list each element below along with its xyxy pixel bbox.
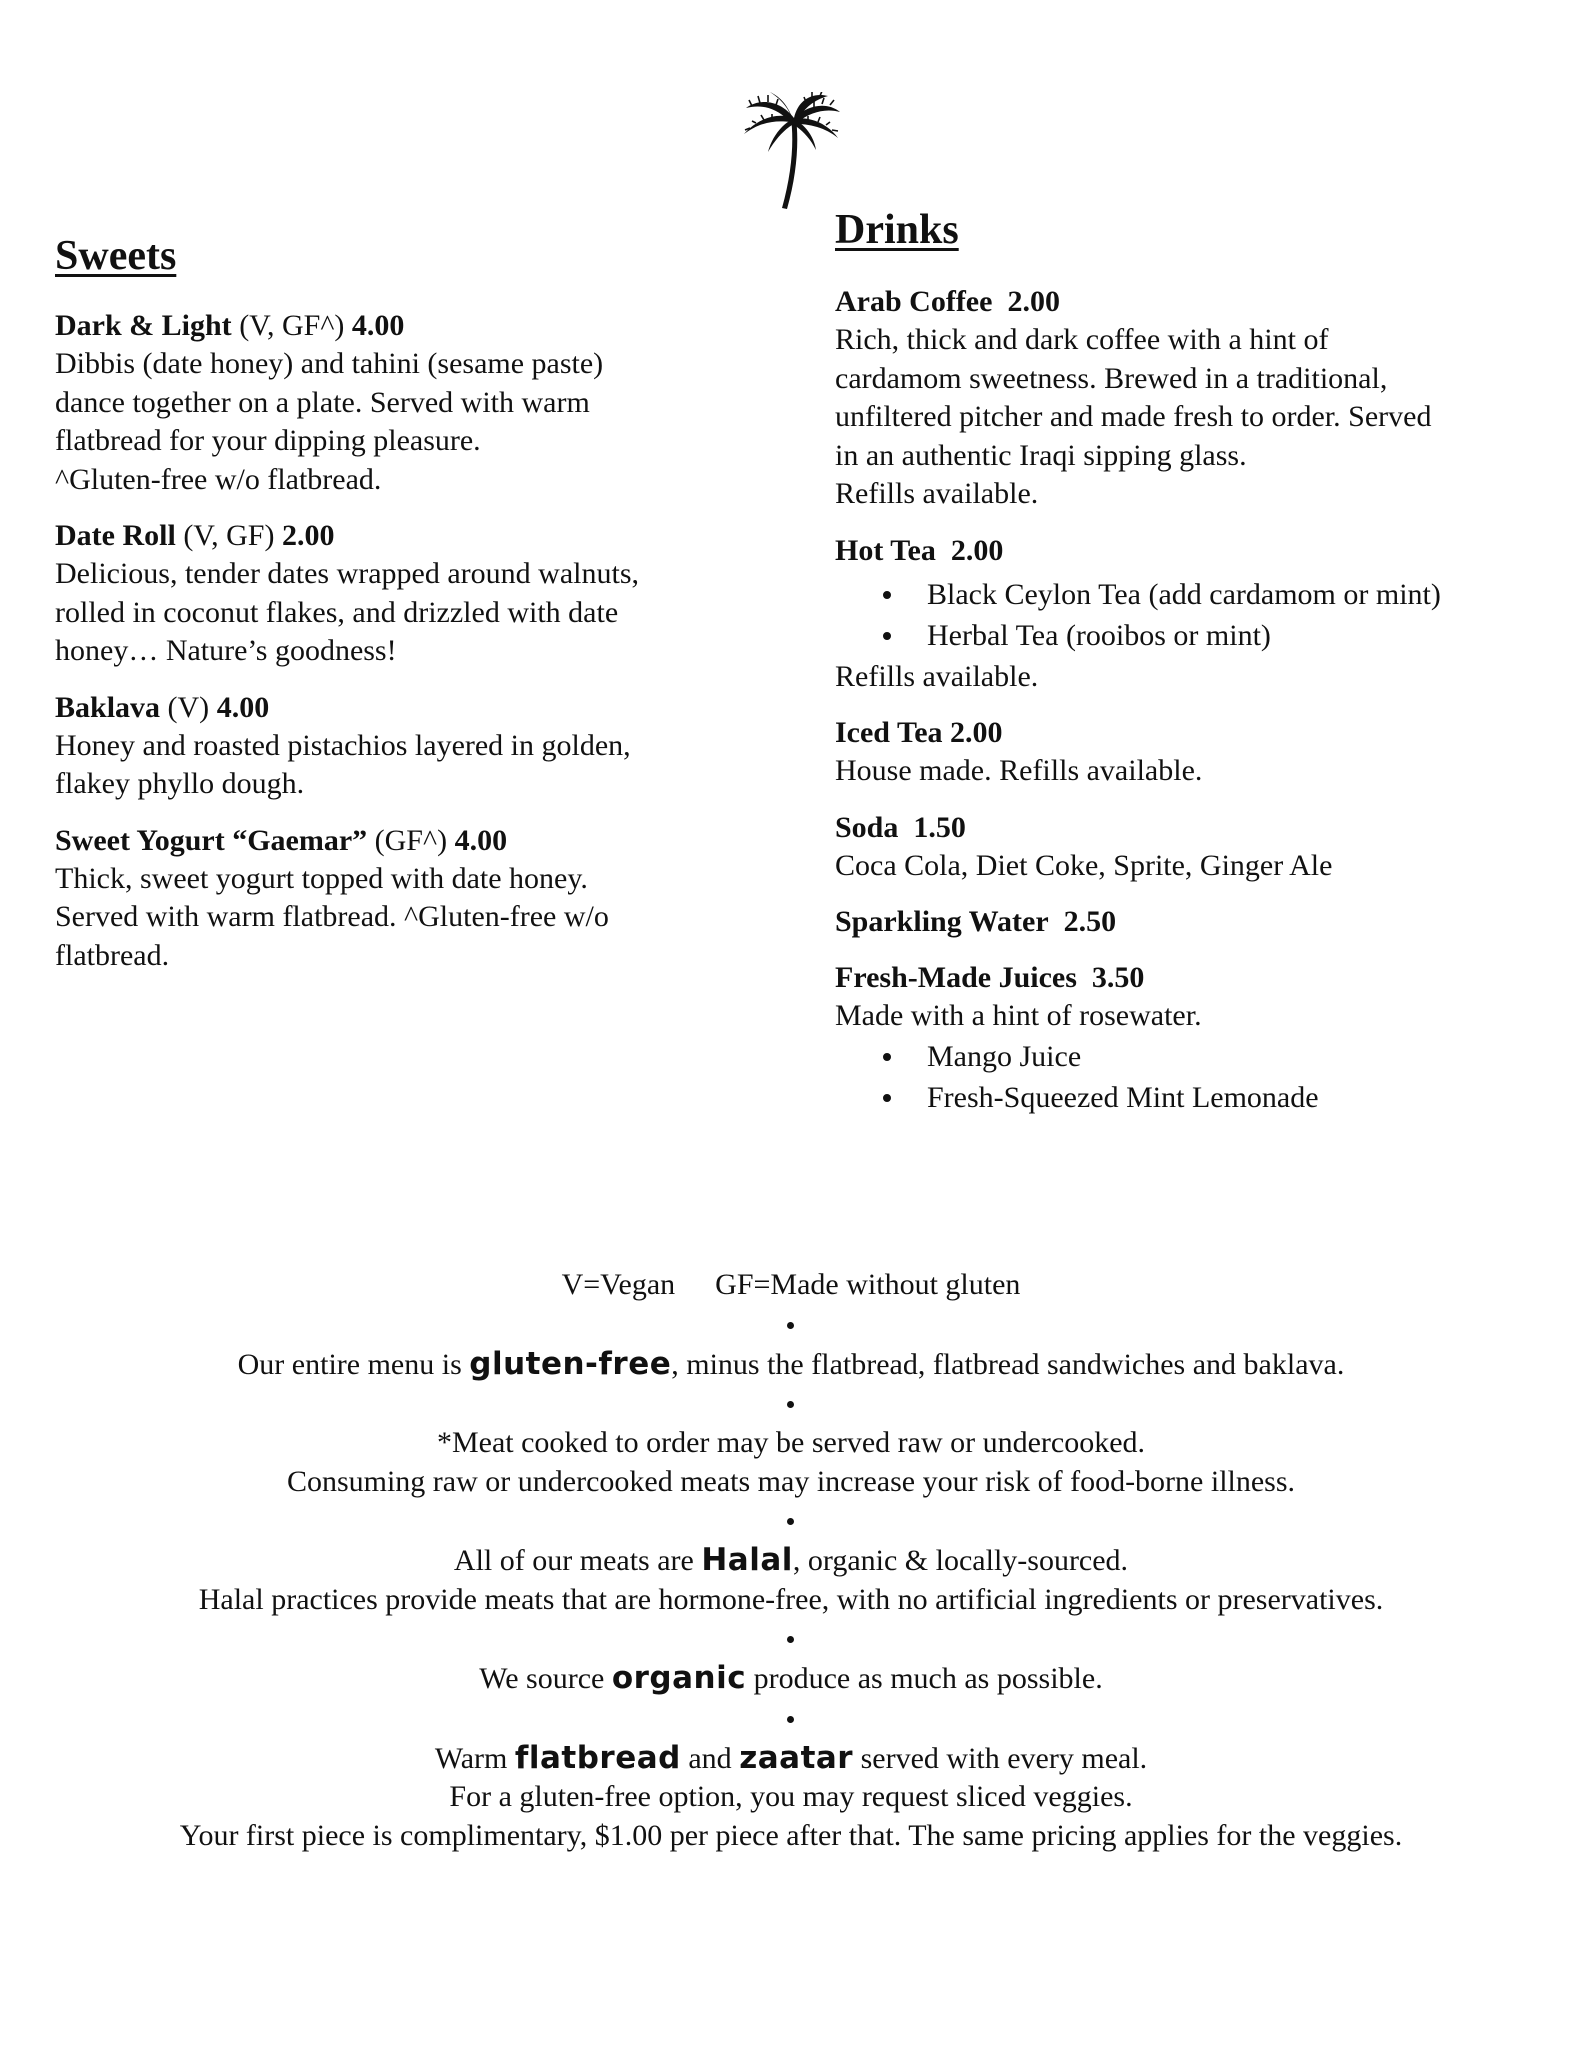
description-line: flakey phyllo dough. (55, 767, 305, 800)
footer-notes (0, 1266, 1582, 1855)
description-line: Served with warm flatbread. ^Gluten-free w/o (55, 900, 609, 933)
item-description (55, 860, 755, 976)
note-text: and (680, 1741, 740, 1775)
item-note: Refills available. (835, 659, 1039, 693)
note-text: served with every meal. (853, 1741, 1148, 1775)
description-line: Thick, sweet yogurt topped with date honey. (55, 861, 588, 895)
zaatar-highlight: zaatar (739, 1739, 854, 1776)
description-line: House made. Refills available. (835, 754, 1203, 787)
description-line: Refills available. (835, 477, 1039, 510)
list-item: Mango Juice (879, 1036, 1545, 1077)
item-name: Sweet Yogurt “Gaemar” (55, 823, 368, 857)
description-line: rolled in coconut flakes, and drizzled with date (55, 595, 619, 629)
description-line: Honey and roasted pistachios layered in golden, (55, 728, 631, 762)
item-price: 2.00 (950, 533, 1004, 567)
list-item: Fresh-Squeezed Mint Lemonade (879, 1077, 1545, 1118)
description-line: in an authentic Iraqi sipping glass. (835, 438, 1247, 472)
gluten-free-highlight: gluten-free (469, 1345, 672, 1382)
description-line: ^Gluten-free w/o flatbread. (55, 462, 382, 496)
menu-item (835, 283, 1545, 514)
bullet-list (835, 574, 1545, 656)
description-line: Dibbis (date honey) and tahini (sesame paste) (55, 347, 604, 380)
item-tags: (V, GF) (175, 519, 282, 552)
description-line: unfiltered pitcher and made fresh to order. Served (835, 400, 1432, 433)
dietary-legend (0, 1266, 1582, 1305)
note-text: All of our meats are (453, 1544, 702, 1577)
note-text: Warm (434, 1741, 515, 1775)
legend-gluten: GF=Made without gluten (715, 1268, 1021, 1301)
menu-item (835, 959, 1545, 1118)
flatbread-note-line-2: For a gluten-free option, you may request sliced veggies. (449, 1780, 1133, 1813)
bullet-separator (0, 1501, 1582, 1541)
drinks-title: Drinks (835, 207, 959, 253)
flatbread-note (0, 1739, 1582, 1779)
item-name: Hot Tea (835, 533, 936, 567)
item-tags: (GF^) (367, 823, 455, 857)
item-tags: (V, GF^) (231, 309, 352, 342)
item-description (55, 555, 755, 671)
item-name: Baklava (55, 690, 161, 724)
description-line: cardamom sweetness. Brewed in a traditional, (835, 361, 1388, 395)
bullet-separator (0, 1305, 1582, 1345)
item-price: 3.50 (1091, 961, 1145, 994)
meat-warning-line-2: Consuming raw or undercooked meats may increase your risk of food-borne illness. (286, 1464, 1296, 1498)
bullet-separator (0, 1384, 1582, 1424)
item-name: Sparkling Water (835, 905, 1049, 938)
description-line: Delicious, tender dates wrapped around walnuts, (55, 557, 639, 590)
flatbread-highlight: flatbread (514, 1739, 681, 1776)
menu-item (835, 903, 1545, 941)
bullet-list (835, 1036, 1545, 1118)
menu-item (55, 689, 755, 804)
drinks-list (835, 283, 1545, 1136)
item-price: 2.00 (1007, 285, 1060, 318)
item-name: Soda (835, 810, 899, 844)
meat-warning-line-1: *Meat cooked to order may be served raw or undercooked. (436, 1426, 1146, 1459)
list-item: Black Ceylon Tea (add cardamom or mint) (879, 574, 1545, 615)
sweets-list (55, 307, 755, 993)
item-name: Dark & Light (55, 309, 232, 342)
item-price: 4.00 (216, 690, 270, 724)
gluten-free-note (0, 1345, 1582, 1385)
item-description (835, 321, 1545, 514)
item-price: 2.00 (950, 716, 1003, 749)
note-text: produce as much as possible. (746, 1662, 1103, 1695)
item-description (55, 727, 755, 804)
item-tags: (V) (160, 690, 217, 724)
item-name: Fresh-Made Juices (835, 961, 1077, 994)
bullet-separator (0, 1699, 1582, 1739)
organic-note (0, 1659, 1582, 1699)
halal-note-line-2: Halal practices provide meats that are hormone-free, with no artificial ingredients or preservatives. (198, 1582, 1384, 1616)
menu-item (835, 809, 1545, 886)
description-line: flatbread for your dipping pleasure. (55, 424, 481, 457)
legend-vegan: V=Vegan (561, 1268, 676, 1301)
description-line: honey… Nature’s goodness! (55, 634, 397, 667)
description-line: dance together on a plate. Served with warm (55, 385, 590, 419)
item-description (835, 997, 1545, 1036)
menu-item (835, 714, 1545, 791)
list-item: Herbal Tea (rooibos or mint) (879, 615, 1545, 656)
item-price: 2.50 (1063, 905, 1117, 938)
menu-item (55, 822, 755, 976)
menu-item (55, 517, 755, 671)
item-name: Arab Coffee (835, 285, 993, 318)
halal-highlight: Halal (701, 1542, 793, 1578)
organic-highlight: organic (611, 1660, 747, 1696)
sweets-title: Sweets (55, 233, 177, 279)
item-price: 1.50 (913, 810, 966, 844)
menu-item (55, 307, 755, 499)
note-text: We source (479, 1662, 612, 1695)
palm-tree-icon (742, 92, 842, 210)
description-line: flatbread. (55, 938, 170, 972)
flatbread-note-line-3: Your first piece is complimentary, $1.00 per piece after that. The same pricing applies for the veggies. (179, 1818, 1403, 1852)
item-description (835, 847, 1545, 886)
item-price: 2.00 (281, 519, 335, 552)
item-name: Date Roll (55, 519, 176, 552)
description-line: Coca Cola, Diet Coke, Sprite, Ginger Ale (835, 848, 1333, 882)
note-text: Our entire menu is (237, 1347, 470, 1381)
item-price: 4.00 (454, 823, 508, 857)
item-description (835, 752, 1545, 791)
bullet-separator (0, 1619, 1582, 1659)
description-line: Rich, thick and dark coffee with a hint of (835, 323, 1329, 356)
item-description (55, 345, 755, 499)
item-name: Iced Tea (835, 716, 943, 749)
item-price: 4.00 (351, 309, 405, 342)
note-text: , minus the flatbread, flatbread sandwiches and baklava. (671, 1347, 1345, 1381)
menu-item (835, 532, 1545, 697)
halal-note (0, 1541, 1582, 1581)
note-text: , organic & locally-sourced. (792, 1544, 1129, 1577)
description-line: Made with a hint of rosewater. (835, 999, 1202, 1032)
